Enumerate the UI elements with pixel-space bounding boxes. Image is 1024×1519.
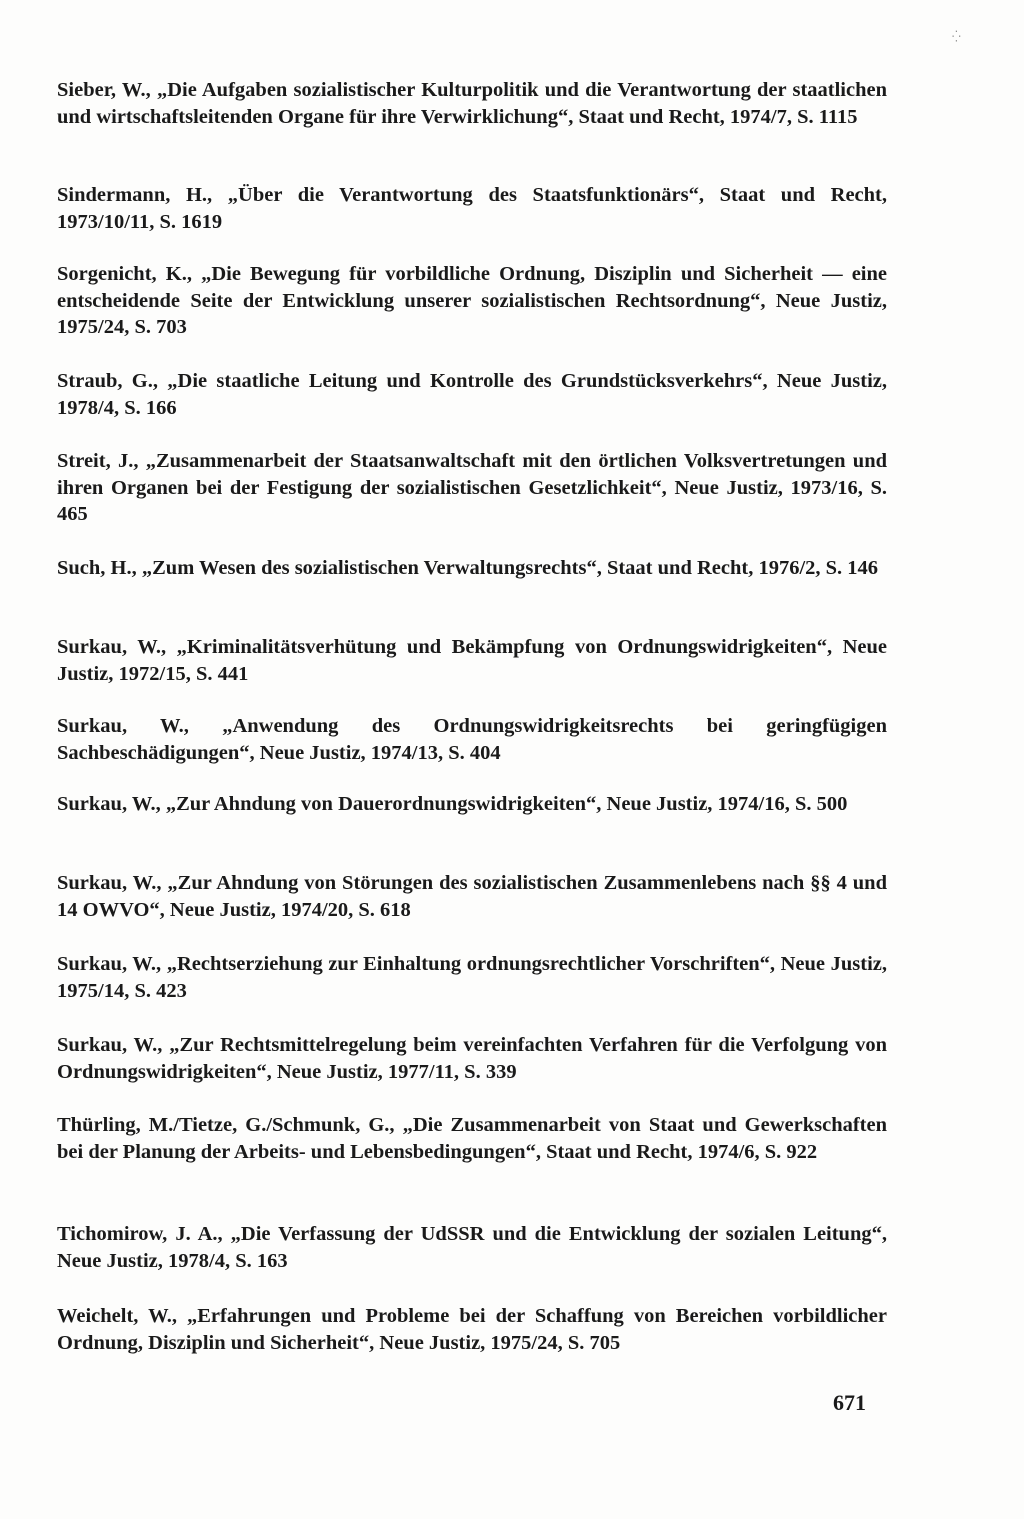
bibliography-entry-surkau-3: Surkau, W., „Zur Ahndung von Dauerordnungswidrigkeiten“, Neue Justiz, 1974/16, S. 500 bbox=[57, 793, 848, 815]
bibliography-entry-streit: Streit, J., „Zusammenarbeit der Staatsanwaltschaft mit den örtlichen Volksvertretungen und ihren Organen bei der Festigung der sozialistischen Gesetzlichkeit“, Neue Justiz, 1973/16, S. 465 bbox=[57, 450, 887, 525]
bibliography-entry-sorgenicht: Sorgenicht, K., „Die Bewegung für vorbildliche Ordnung, Disziplin und Sicherheit — eine entscheidende Seite der Entwicklung unserer sozialistischen Rechtsordnung“, Neue Justiz, 1975/24, S. 703 bbox=[57, 263, 887, 338]
bibliography-entry-sindermann: Sindermann, H., „Über die Verantwortung des Staatsfunktionärs“, Staat und Recht, 1973/10/11, S. 1619 bbox=[57, 184, 887, 233]
bibliography-entry-straub: Straub, G., „Die staatliche Leitung und Kontrolle des Grundstücksverkehrs“, Neue Justiz, 1978/4, S. 166 bbox=[57, 370, 887, 419]
bibliography-entry-thuerling: Thürling, M./Tietze, G./Schmunk, G., „Die Zusammenarbeit von Staat und Gewerkschaften bei der Planung der Arbeits- und Lebensbedingungen“, Staat und Recht, 1974/6, S. 922 bbox=[57, 1114, 887, 1163]
bibliography-entry-tichomirow: Tichomirow, J. A., „Die Verfassung der UdSSR und die Entwicklung der sozialen Leitung“, Neue Justiz, 1978/4, S. 163 bbox=[57, 1223, 887, 1272]
page-number: 671 bbox=[833, 1390, 866, 1415]
bibliography-entry-surkau-4: Surkau, W., „Zur Ahndung von Störungen des sozialistischen Zusammenlebens nach §§ 4 und 14 OWVO“, Neue Justiz, 1974/20, S. 618 bbox=[57, 872, 887, 921]
bibliography-entry-weichelt: Weichelt, W., „Erfahrungen und Probleme bei der Schaffung von Bereichen vorbildlicher Ordnung, Disziplin und Sicherheit“, Neue Justiz, 1975/24, S. 705 bbox=[57, 1305, 887, 1354]
bibliography-entry-surkau-1: Surkau, W., „Kriminalitätsverhütung und Bekämpfung von Ordnungswidrigkeiten“, Neue Justiz, 1972/15, S. 441 bbox=[57, 636, 887, 685]
bibliography-entry-such: Such, H., „Zum Wesen des sozialistischen Verwaltungsrechts“, Staat und Recht, 1976/2, S. 146 bbox=[57, 557, 879, 579]
scan-speck: ⁛ bbox=[952, 30, 961, 43]
bibliography-entry-sieber: Sieber, W., „Die Aufgaben sozialistischer Kulturpolitik und die Verantwortung der staatlichen und wirtschaftsleitenden Organe für ihre Verwirklichung“, Staat und Recht, 1974/7, S. 1115 bbox=[57, 79, 887, 128]
bibliography-entry-surkau-2: Surkau, W., „Anwendung des Ordnungswidrigkeitsrechts bei geringfügigen Sachbeschädigungen“, Neue Justiz, 1974/13, S. 404 bbox=[57, 715, 887, 764]
bibliography-entry-surkau-5: Surkau, W., „Rechtserziehung zur Einhaltung ordnungsrechtlicher Vorschriften“, Neue Justiz, 1975/14, S. 423 bbox=[57, 953, 887, 1002]
bibliography-entry-surkau-6: Surkau, W., „Zur Rechtsmittelregelung beim vereinfachten Verfahren für die Verfolgung von Ordnungswidrigkeiten“, Neue Justiz, 1977/11, S. 339 bbox=[57, 1034, 887, 1083]
